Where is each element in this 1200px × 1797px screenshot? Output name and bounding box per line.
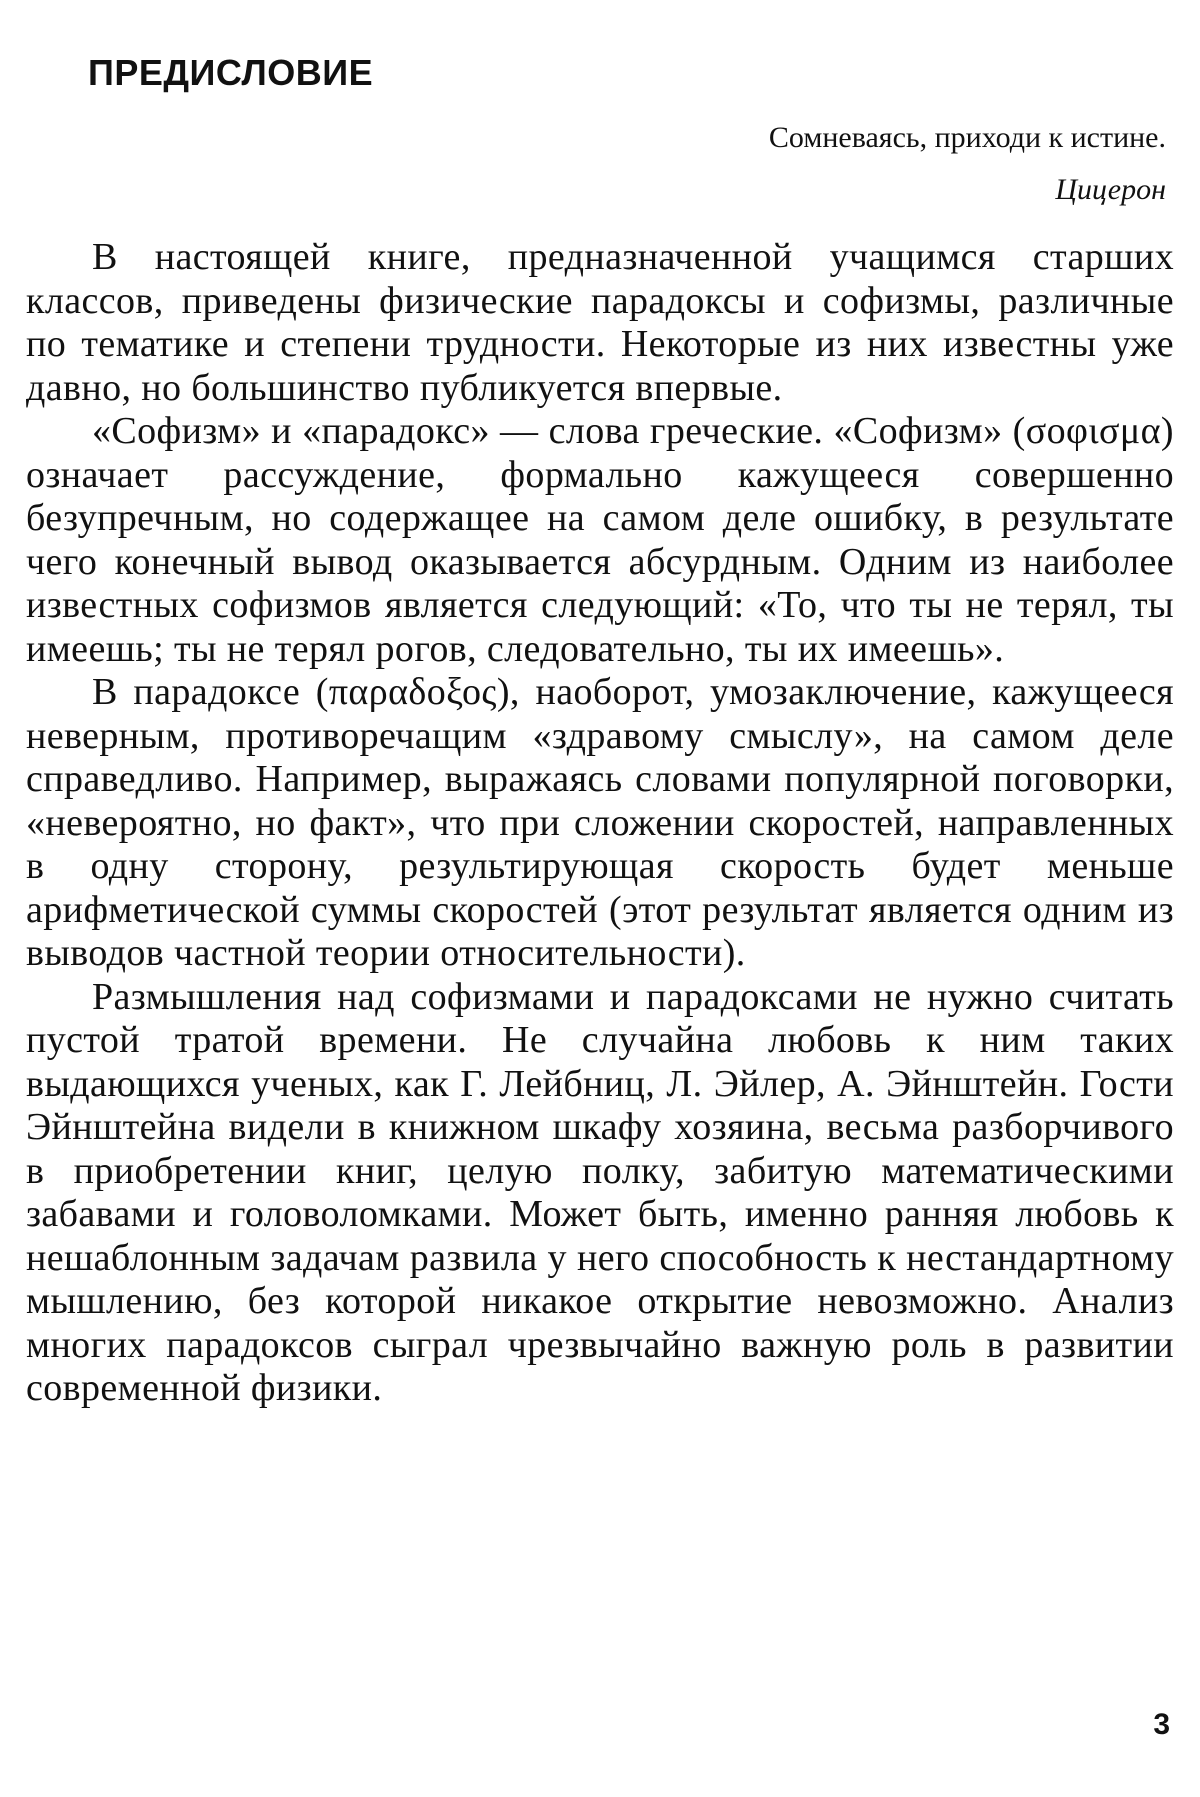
- paragraph: В настоящей книге, предназначенной учащимся старших классов, приведены физические парадоксы и софизмы, различные по тематике и степени трудности. Некоторые из них известны уже давно, но большинство публикуется впервые.: [26, 236, 1174, 409]
- paragraph: «Софизм» и «парадокс» — слова греческие. «Софизм» (σοφισμα) означает рассуждение, формально кажущееся совершенно безупречным, но содержащее на самом деле ошибку, в результате чего конечный вывод оказывается абсурдным. Одним из наиболее известных софизмов является следующий: «То, что ты не терял, ты имеешь; ты не терял рогов, следовательно, ты их имеешь».: [26, 410, 1174, 670]
- preface-body: [26, 236, 1174, 1411]
- epigraph-quote: Сомневаясь, приходи к истине.: [768, 121, 1166, 154]
- epigraph-author: Цицерон: [1055, 173, 1166, 206]
- paragraph: Размышления над софизмами и парадоксами не нужно считать пустой тратой времени. Не случайна любовь к ним таких выдающихся ученых, как Г. Лейбниц, Л. Эйлер, А. Эйнштейн. Гости Эйнштейна видели в книжном шкафу хозяина, весьма разборчивого в приобретении книг, целую полку, забитую математическими забавами и головоломками. Может быть, именно ранняя любовь к нешаблонным задачам развила у него способность к нестандартному мышлению, без которой никакое открытие невозможно. Анализ многих парадоксов сыграл чрезвычайно важную роль в развитии современной физики.: [26, 975, 1174, 1409]
- epigraph: [466, 112, 1166, 216]
- page-number: 3: [1153, 1708, 1170, 1741]
- paragraph: В парадоксе (παραδοξος), наоборот, умозаключение, кажущееся неверным, противоречащим «здравому смыслу», на самом деле справедливо. Например, выражаясь словами популярной поговорки, «невероятно, но факт», что при сложении скоростей, направленных в одну сторону, результирующая скорость будет меньше арифметической суммы скоростей (этот результат является одним из выводов частной теории относительности).: [26, 671, 1174, 974]
- page-title: ПРЕДИСЛОВИЕ: [88, 52, 374, 93]
